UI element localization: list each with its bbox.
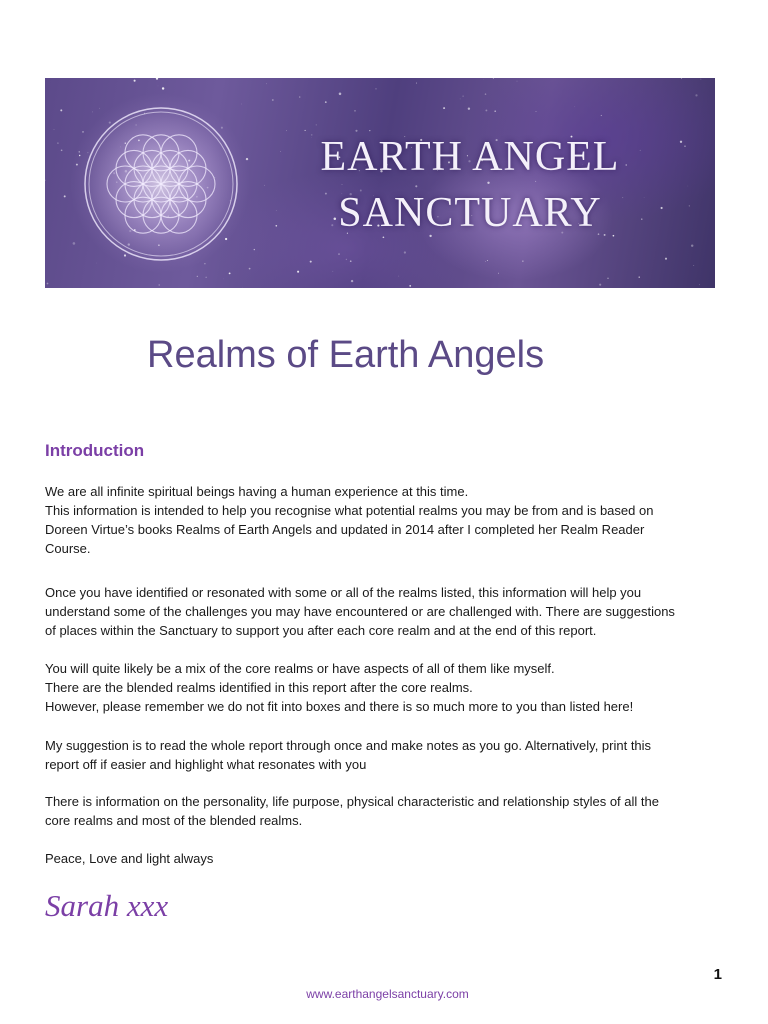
paragraph-line: understand some of the challenges you may have encountered or are challenged with. There are suggestions: [45, 604, 675, 619]
paragraph-5: [45, 792, 725, 830]
flower-of-life-icon: [81, 104, 241, 264]
document-title: Realms of Earth Angels: [147, 334, 545, 376]
paragraph-line: Doreen Virtue’s books Realms of Earth Angels and updated in 2014 after I completed her Realm Reader: [45, 522, 645, 537]
banner-title-line-1: EARTH ANGEL: [320, 134, 620, 180]
paragraph-line: report off if easier and highlight what resonates with you: [45, 757, 367, 772]
paragraph-line: There are the blended realms identified in this report after the core realms.: [45, 680, 473, 695]
footer-website-link[interactable]: www.earthangelsanctuary.com: [306, 987, 469, 1001]
paragraph-line: This information is intended to help you recognise what potential realms you may be from and is based on: [45, 503, 654, 518]
paragraph-line: core realms and most of the blended realms.: [45, 813, 303, 828]
header-banner: [45, 78, 715, 288]
paragraph-line: Course.: [45, 541, 91, 556]
paragraph-line: My suggestion is to read the whole report through once and make notes as you go. Alternatively, print this: [45, 738, 652, 753]
page-number: 1: [713, 966, 722, 983]
signature: Sarah xxx: [45, 888, 169, 923]
paragraph-line: We are all infinite spiritual beings having a human experience at this time.: [45, 484, 469, 499]
paragraph-line: You will quite likely be a mix of the core realms or have aspects of all of them like myself.: [45, 661, 555, 676]
paragraph-line: of places within the Sanctuary to support you after each core realm and at the end of this report.: [45, 623, 597, 638]
paragraph-4: [45, 736, 725, 774]
paragraph-line: Once you have identified or resonated with some or all of the realms listed, this information will help you: [45, 585, 642, 600]
paragraph-line: There is information on the personality, life purpose, physical characteristic and relationship styles of all the: [45, 794, 659, 809]
paragraph-1: [45, 482, 725, 558]
paragraph-line: However, please remember we do not fit into boxes and there is so much more to you than listed here!: [45, 699, 634, 714]
paragraph-3: [45, 659, 725, 716]
paragraph-line: Peace, Love and light always: [45, 851, 214, 866]
banner-title-line-2: SANCTUARY: [338, 190, 602, 236]
section-heading-introduction: Introduction: [45, 441, 145, 460]
paragraph-2: [45, 583, 725, 640]
paragraph-6: [45, 849, 725, 868]
